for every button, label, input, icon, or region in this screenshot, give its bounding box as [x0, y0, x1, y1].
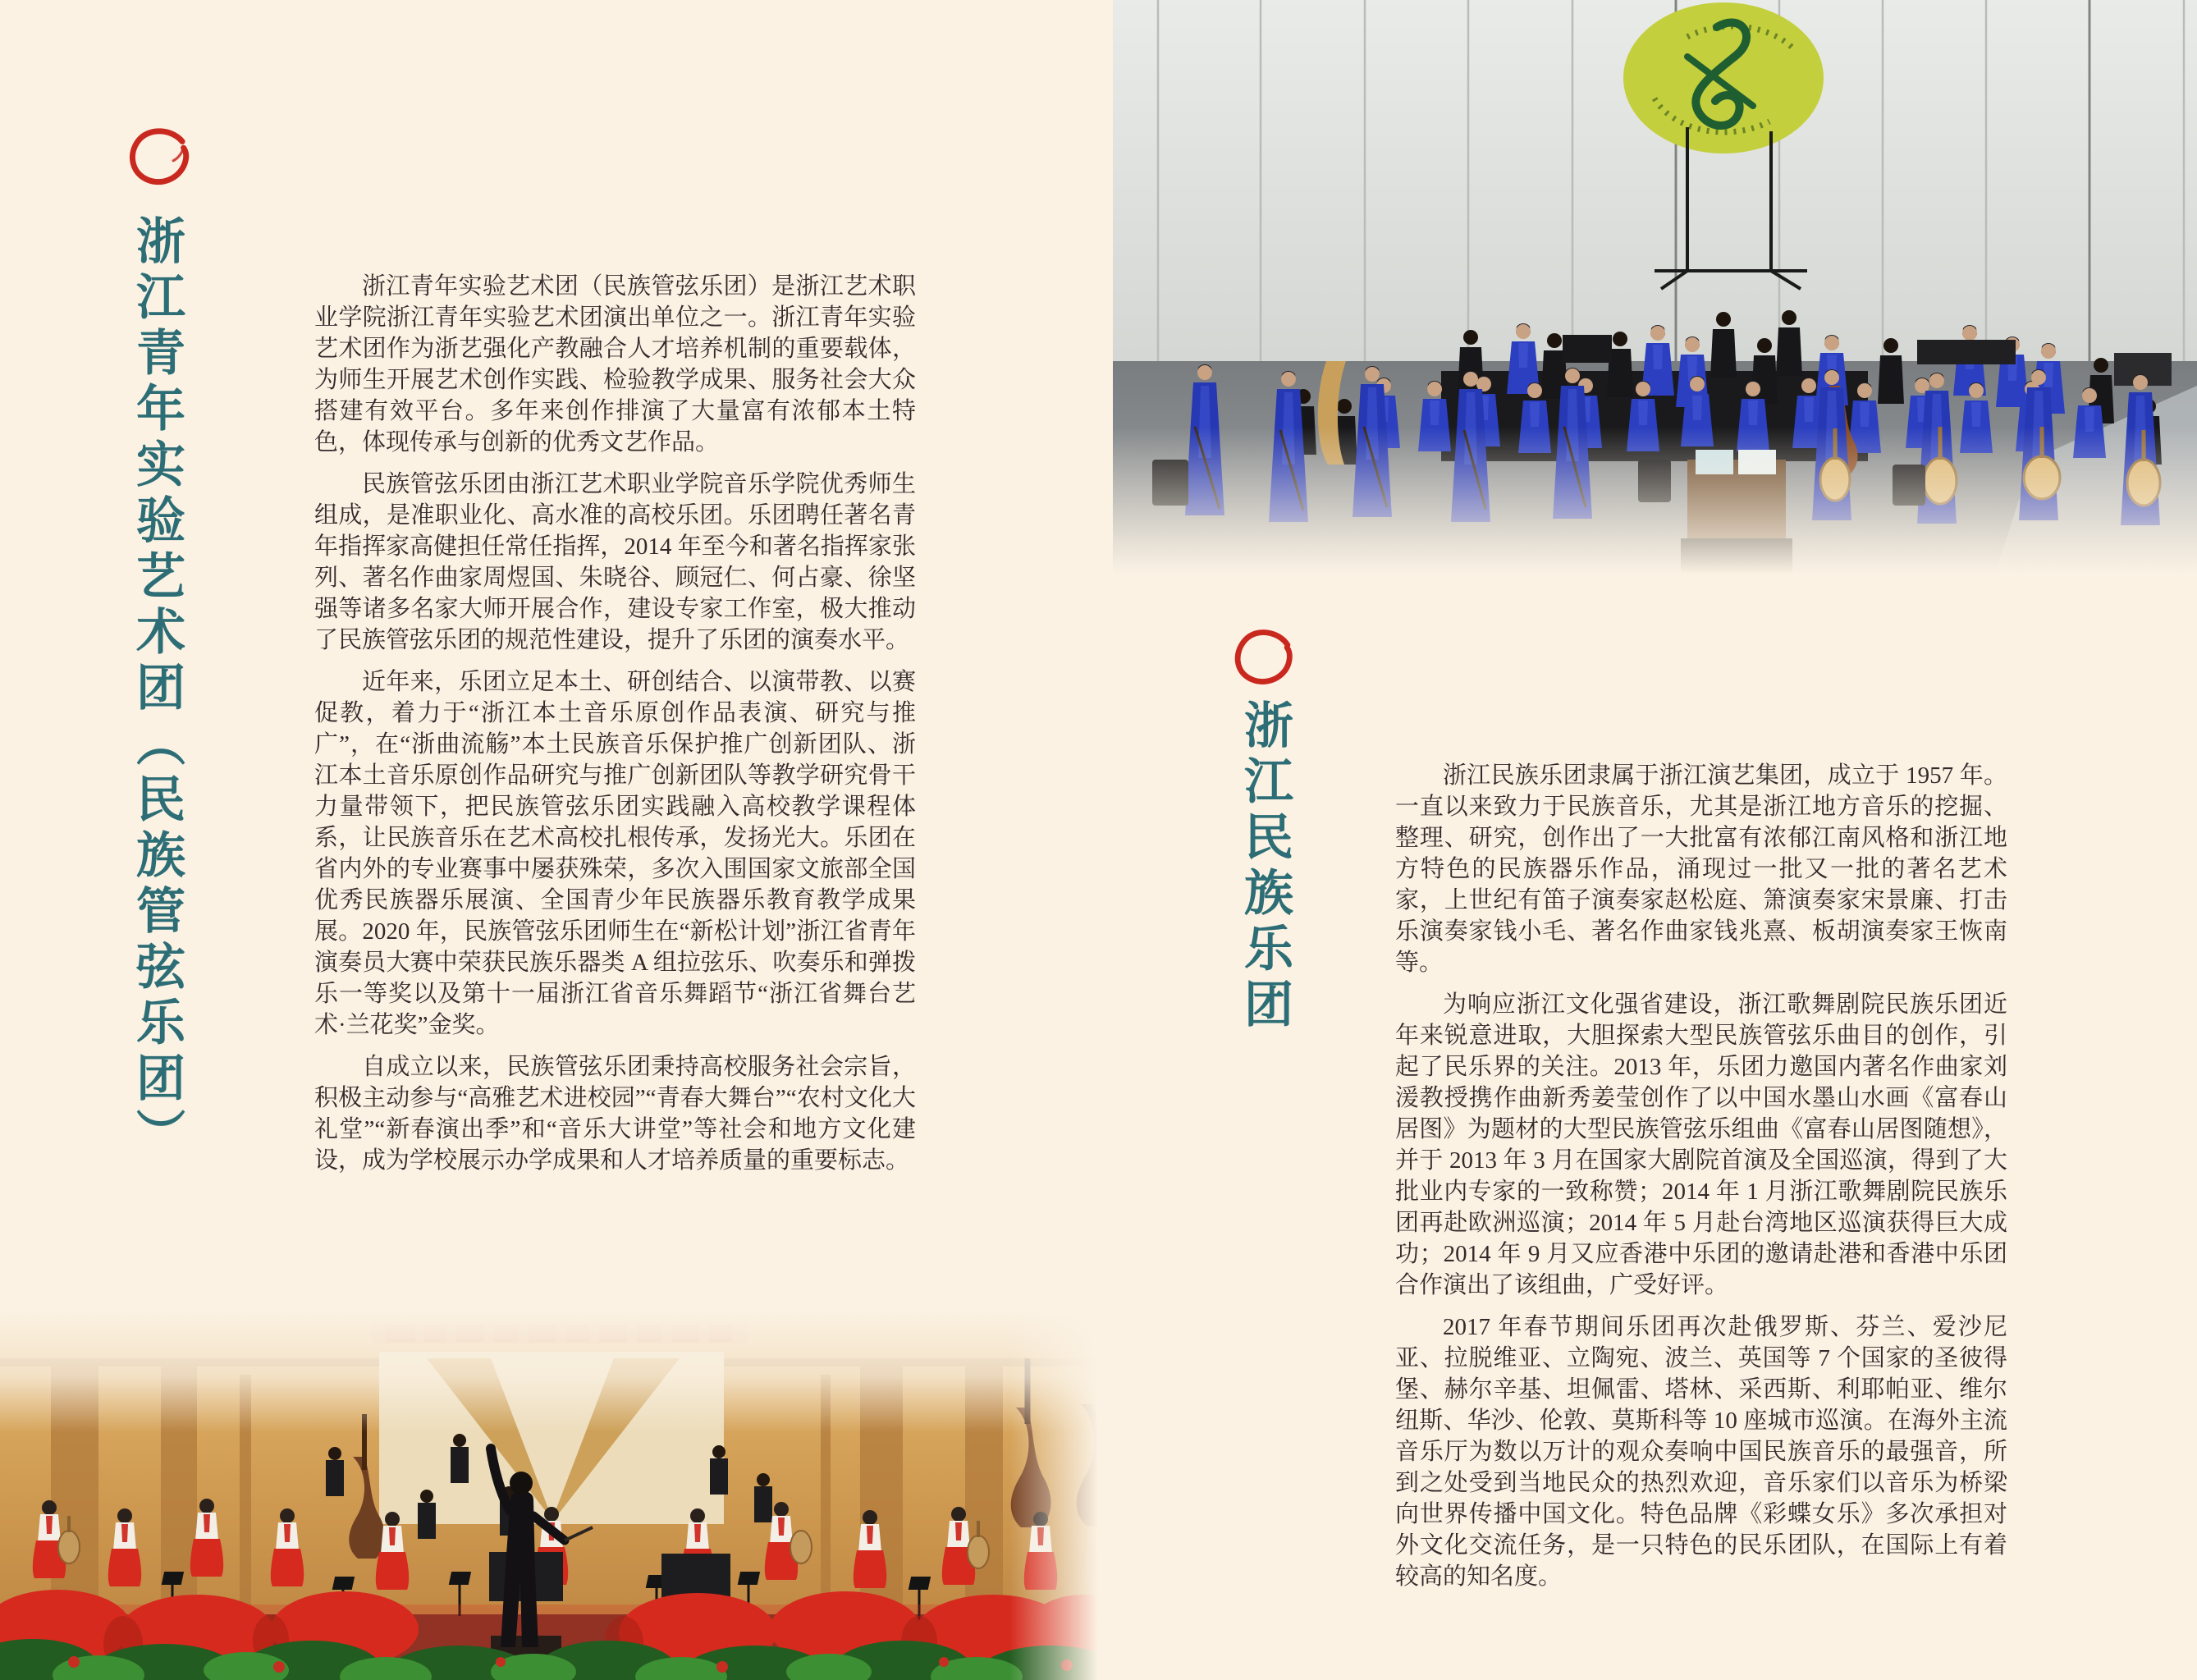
paragraph: 自成立以来，民族管弦乐团秉持高校服务社会宗旨，积极主动参与“高雅艺术进校园”“青春大舞台”“农村文化大礼堂”“新春演出季”和“音乐大讲堂”等社会和地方文化建设，成为学校展示办学成果和人才培养质量的重要标志。 — [314, 1054, 916, 1174]
brush-circle-icon — [1233, 624, 1295, 686]
paragraph: 为响应浙江文化强省建设，浙江歌舞剧院民族乐团近年来锐意进取，大胆探索大型民族管弦乐曲目的创作，引起了民乐界的关注。2013 年，乐团力邀国内著名作曲家刘湲教授携作曲新秀姜莹创作了以中国水墨山水画《富春山居图》为题材的大型民族管弦乐组曲《富春山居图随想》，并于 2013 年 3 月在国家大剧院首演及全国巡演，得到了大批业内专家的一致称赞；2014 年 1 月浙江歌舞剧院民族乐团再赴欧洲巡演；2014 年 5 月赴台湾地区巡演获得巨大成功；2014 年 9 月又应香港中乐团的邀请赴港和香港中乐团合作演出了该组曲，广受好评。 — [1395, 991, 2007, 1298]
paragraph: 民族管弦乐团由浙江艺术职业学院音乐学院优秀师生组成，是准职业化、高水准的高校乐团。乐团聘任著名青年指挥家高健担任常任指挥，2014 年至今和著名指挥家张列、著名作曲家周煜国、朱晓谷、顾冠仁、何占豪、徐坚强等诸多名家大师开展合作，建设专家工作室，极大推动了民族管弦乐团的规范性建设，提升了乐团的演奏水平。 — [314, 471, 916, 653]
paragraph: 2017 年春节期间乐团再次赴俄罗斯、芬兰、爱沙尼亚、拉脱维亚、立陶宛、波兰、英国等 7 个国家的圣彼得堡、赫尔辛基、坦佩雷、塔林、采西斯、利耶帕亚、维尔纽斯、华沙、伦敦、莫斯科等 10 座城市巡演。在海外主流音乐厅为数以万计的观众奏响中国民族音乐的最强音，所到之处受到当地民众的热烈欢迎，音乐家们以音乐为桥梁向世界传播中国文化。特色品牌《彩蝶女乐》多次承担对外文化交流任务，是一只特色的民乐团队，在国际上有着较高的知名度。 — [1395, 1314, 2007, 1590]
photo-bottom-fade — [1113, 427, 2197, 611]
paragraph: 浙江民族乐团隶属于浙江演艺集团，成立于 1957 年。一直以来致力于民族音乐，尤其是浙江地方音乐的挖掘、整理、研究，创作出了一大批富有浓郁江南风格和浙江地方特色的民族器乐作品，涌现过一批又一批的著名艺术家，上世纪有笛子演奏家赵松庭、箫演奏家宋景廉、打击乐演奏家钱小毛、著名作曲家钱兆熹、板胡演奏家王恢南等。 — [1395, 762, 2007, 976]
photo-right-fade — [1009, 1309, 1098, 1680]
paragraph: 浙江青年实验艺术团（民族管弦乐团）是浙江艺术职业学院浙江青年实验艺术团演出单位之一。浙江青年实验艺术团作为浙艺强化产教融合人才培养机制的重要载体，为师生开展艺术创作实践、检验教学成果、服务社会大众搭建有效平台。多年来创作排演了大量富有浓郁本土特色，体现传承与创新的优秀文艺作品。 — [314, 273, 916, 455]
red-dress-orchestra-photo — [0, 1309, 1098, 1680]
left-page-title: 浙江青年实验艺术团（民族管弦乐团） — [130, 215, 184, 1164]
right-page-title: 浙江民族乐团 — [1238, 699, 1292, 1034]
brush-circle-icon — [127, 121, 191, 187]
right-page-body — [1395, 760, 2007, 1603]
blue-dress-orchestra-photo — [1113, 0, 2197, 611]
photo-top-fade — [0, 1309, 1098, 1432]
paragraph: 近年来，乐团立足本土、研创结合、以演带教、以赛促教，着力于“浙江本土音乐原创作品表演、研究与推广”，在“浙曲流觞”本土民族音乐保护推广创新团队、浙江本土音乐原创作品研究与推广创新团队等教学研究骨干力量带领下，把民族管弦乐团实践融入高校教学课程体系，让民族音乐在艺术高校扎根传承，发扬光大。乐团在省内外的专业赛事中屡获殊荣，多次入围国家文旅部全国优秀民族器乐展演、全国青少年民族器乐教育教学成果展。2020 年，民族管弦乐团师生在“新松计划”浙江省青年演奏员大赛中荣获民族乐器类 A 组拉弦乐、吹奏乐和弹拨乐一等奖以及第十一届浙江省音乐舞蹈节“浙江省舞台艺术·兰花奖”金奖。 — [314, 669, 916, 1038]
festival-logo — [1623, 2, 1824, 153]
left-page-body — [314, 271, 916, 1187]
